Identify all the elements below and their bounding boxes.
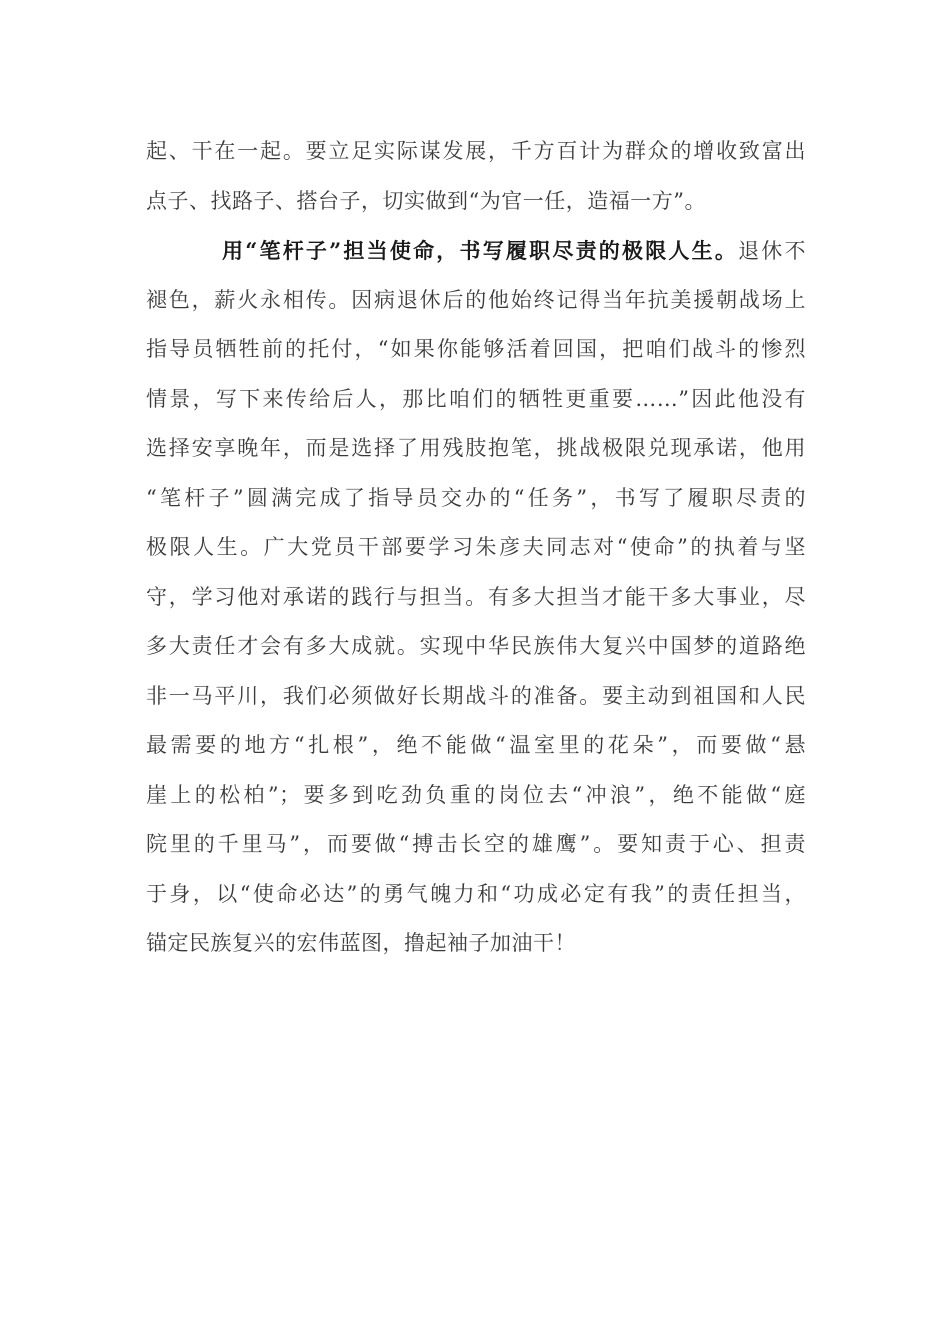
paragraph-first-line (146, 226, 806, 276)
text-line: 非一马平川，我们必须做好长期战斗的准备。要主动到祖国和人民 (146, 683, 806, 708)
text-line: 院里的千里马”，而要做“搏击长空的雄鹰”。要知责于心、担责 (146, 832, 806, 856)
paragraph-continuation (146, 127, 806, 226)
text-line: 褪色，薪火永相传。因病退休后的他始终记得当年抗美援朝战场上 (146, 287, 806, 312)
paragraph-heading: 用“笔杆子”担当使命，书写履职尽责的极限人生。 (222, 238, 739, 263)
text-line: 选择安享晚年，而是选择了用残肢抱笔，挑战极限兑现承诺，他用 (146, 436, 806, 460)
text-line: 起、干在一起。要立足实际谋发展，千方百计为群众的增收致富出 (146, 139, 806, 163)
text-line: 极限人生。广大党员干部要学习朱彦夫同志对“使命”的执着与坚 (146, 535, 806, 559)
text-line: 情景，写下来传给后人，那比咱们的牺牲更重要……”因此他没有 (146, 386, 806, 411)
text-line: 指导员牺牲前的托付，“如果你能够活着回国，把咱们战斗的惨烈 (146, 337, 806, 361)
text-line: 最需要的地方“扎根”，绝不能做“温室里的花朵”，而要做“悬 (146, 733, 806, 757)
first-line-rest: 退休不 (738, 239, 806, 263)
text-line: 多大责任才会有多大成就。实现中华民族伟大复兴中国梦的道路绝 (146, 634, 806, 658)
text-line: 锚定民族复兴的宏伟蓝图，撸起袖子加油干！ (146, 931, 576, 955)
text-line: 点子、找路子、搭台子，切实做到“为官一任，造福一方”。 (146, 188, 706, 213)
paragraph-main (146, 226, 806, 969)
text-line: 于身，以“使命必达”的勇气魄力和“功成必定有我”的责任担当， (146, 881, 806, 906)
text-line: “笔杆子”圆满完成了指导员交办的“任务”，书写了履职尽责的 (146, 485, 806, 510)
text-line: 守，学习他对承诺的践行与担当。有多大担当才能干多大事业，尽 (146, 584, 806, 609)
text-line: 崖上的松柏”；要多到吃劲负重的岗位去“冲浪”，绝不能做“庭 (146, 782, 806, 807)
